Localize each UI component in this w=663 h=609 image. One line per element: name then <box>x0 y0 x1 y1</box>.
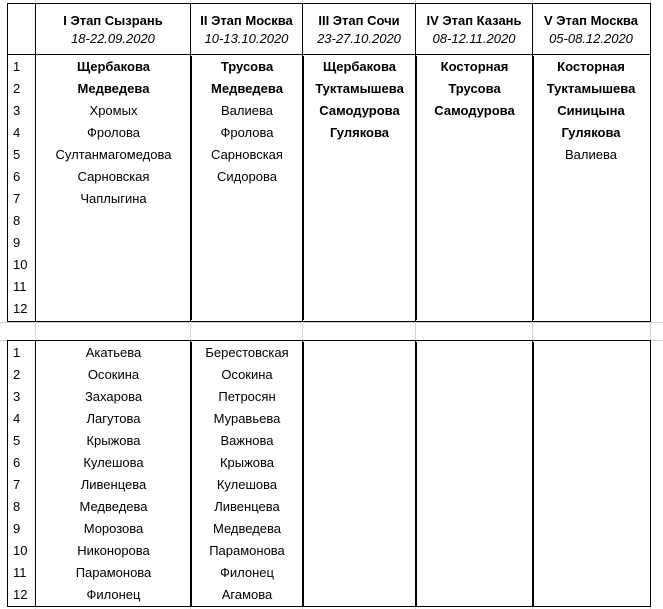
rank-cell[interactable]: 8 <box>8 210 36 232</box>
table-row <box>8 188 650 210</box>
rank-cell[interactable]: 11 <box>8 276 36 298</box>
stage-title: III Этап Сочи <box>318 13 400 28</box>
skater-cell[interactable] <box>303 408 417 430</box>
skater-cell[interactable]: Щербакова <box>36 56 192 78</box>
stage-dates: 10-13.10.2020 <box>204 31 289 46</box>
skater-cell[interactable]: Гулякова <box>561 125 621 140</box>
skater-cell[interactable] <box>36 254 192 276</box>
skater-cell[interactable] <box>533 232 649 254</box>
skater-cell[interactable]: Трусова <box>191 56 304 78</box>
skater-cell[interactable]: Трусова <box>416 78 534 100</box>
stage-header-3[interactable] <box>303 4 416 54</box>
skater-cell[interactable] <box>533 364 649 386</box>
skater-cell[interactable] <box>36 210 192 232</box>
skater-cell[interactable]: Осокина <box>36 364 192 386</box>
skater-cell[interactable] <box>533 188 649 210</box>
skater-cell[interactable]: Осокина <box>191 364 304 386</box>
stage-dates: 18-22.09.2020 <box>71 31 155 46</box>
rank-cell[interactable]: 4 <box>8 408 36 430</box>
rank-cell[interactable]: 1 <box>8 56 36 78</box>
table-row <box>8 540 650 562</box>
skater-cell[interactable]: Кулешова <box>36 452 192 474</box>
skater-cell[interactable] <box>303 430 417 452</box>
gridline <box>0 322 663 323</box>
table-row <box>8 144 650 166</box>
skater-cell[interactable] <box>416 496 534 518</box>
skater-cell[interactable] <box>303 386 417 408</box>
skater-cell[interactable]: Синицына <box>557 103 625 118</box>
skater-cell[interactable]: Медведева <box>36 78 192 100</box>
skater-cell[interactable] <box>533 474 649 496</box>
skater-cell[interactable] <box>416 122 534 144</box>
skater-cell[interactable]: Петросян <box>191 386 304 408</box>
table-row <box>8 386 650 408</box>
skater-cell[interactable] <box>533 584 649 606</box>
skater-cell[interactable] <box>416 518 534 540</box>
table-row <box>8 452 650 474</box>
rank-cell[interactable]: 7 <box>8 474 36 496</box>
skater-cell[interactable] <box>303 210 417 232</box>
skater-cell[interactable] <box>416 408 534 430</box>
results-table-bottom <box>7 340 651 607</box>
skater-cell[interactable]: Ливенцева <box>36 474 192 496</box>
skater-cell[interactable] <box>36 276 192 298</box>
stage-dates: 05-08.12.2020 <box>549 31 633 46</box>
table-row <box>8 474 650 496</box>
skater-cell[interactable] <box>303 188 417 210</box>
rank-cell[interactable]: 6 <box>8 452 36 474</box>
skater-cell[interactable] <box>303 518 417 540</box>
skater-cell[interactable] <box>191 188 304 210</box>
stages-header-row <box>8 4 650 55</box>
rank-cell[interactable]: 1 <box>8 342 36 364</box>
skater-cell[interactable]: Чаплыгина <box>36 188 192 210</box>
skater-cell[interactable]: Агамова <box>191 584 304 606</box>
skater-cell[interactable]: Морозова <box>36 518 192 540</box>
table-row <box>8 232 650 254</box>
skater-cell[interactable] <box>533 408 649 430</box>
table-row <box>8 430 650 452</box>
skater-cell[interactable] <box>416 474 534 496</box>
skater-cell[interactable]: Сидорова <box>191 166 304 188</box>
skater-cell[interactable] <box>533 276 649 298</box>
rank-cell[interactable]: 3 <box>8 386 36 408</box>
skater-cell[interactable] <box>416 166 534 188</box>
skater-cell[interactable] <box>533 254 649 276</box>
stage-title: V Этап Москва <box>544 13 638 28</box>
skater-cell[interactable] <box>416 342 534 364</box>
skater-cell[interactable] <box>36 232 192 254</box>
skater-cell[interactable] <box>416 276 534 298</box>
skater-cell[interactable] <box>303 144 417 166</box>
skater-cell[interactable] <box>416 562 534 584</box>
skater-cell[interactable] <box>191 232 304 254</box>
rank-cell[interactable]: 9 <box>8 518 36 540</box>
skater-cell[interactable]: Лагутова <box>36 408 192 430</box>
skater-cell[interactable]: Валиева <box>565 147 617 162</box>
skater-cell[interactable] <box>533 518 649 540</box>
skater-cell[interactable] <box>416 386 534 408</box>
skater-cell[interactable] <box>303 298 417 320</box>
rank-cell[interactable]: 5 <box>8 430 36 452</box>
skater-cell[interactable]: Кулешова <box>191 474 304 496</box>
rank-cell[interactable]: 9 <box>8 232 36 254</box>
table-row <box>8 562 650 584</box>
results-table-top <box>7 3 651 322</box>
rank-cell[interactable]: 6 <box>8 166 36 188</box>
skater-cell[interactable]: Филонец <box>191 562 304 584</box>
skater-cell[interactable] <box>191 276 304 298</box>
stage-header-5[interactable] <box>533 4 649 54</box>
stage-header-2[interactable] <box>191 4 303 54</box>
skater-cell[interactable]: Фролова <box>191 122 304 144</box>
skater-cell[interactable] <box>416 364 534 386</box>
skater-cell[interactable] <box>533 562 649 584</box>
table-row <box>8 100 650 122</box>
skater-cell[interactable] <box>533 210 649 232</box>
skater-cell[interactable]: Акатьева <box>36 342 192 364</box>
skater-cell[interactable]: Берестовская <box>191 342 304 364</box>
rank-cell[interactable]: 2 <box>8 78 36 100</box>
skater-cell[interactable]: Ливенцева <box>191 496 304 518</box>
skater-cell[interactable] <box>533 452 649 474</box>
table-row <box>8 56 650 78</box>
table-row <box>8 408 650 430</box>
skater-cell[interactable] <box>191 254 304 276</box>
rank-cell[interactable]: 12 <box>8 584 36 606</box>
skater-cell[interactable] <box>303 254 417 276</box>
skater-cell[interactable]: Сарновская <box>191 144 304 166</box>
skater-cell[interactable] <box>416 298 534 320</box>
skater-cell[interactable]: Щербакова <box>303 56 417 78</box>
skater-cell[interactable]: Туктамышева <box>303 78 417 100</box>
skater-cell[interactable] <box>416 254 534 276</box>
rank-cell[interactable]: 4 <box>8 122 36 144</box>
rank-cell[interactable]: 11 <box>8 562 36 584</box>
rank-cell[interactable]: 2 <box>8 364 36 386</box>
table-row <box>8 342 650 364</box>
skater-cell[interactable] <box>416 144 534 166</box>
skater-cell[interactable]: Туктамышева <box>546 81 636 96</box>
skater-cell[interactable]: Парамонова <box>191 540 304 562</box>
skater-cell[interactable] <box>533 386 649 408</box>
skater-cell[interactable]: Медведева <box>191 78 304 100</box>
rank-cell[interactable]: 12 <box>8 298 36 320</box>
skater-cell[interactable]: Косторная <box>416 56 534 78</box>
skater-cell[interactable] <box>533 540 649 562</box>
skater-cell[interactable] <box>416 210 534 232</box>
skater-cell[interactable]: Захарова <box>36 386 192 408</box>
skater-cell[interactable]: Сарновская <box>36 166 192 188</box>
skater-cell[interactable] <box>416 452 534 474</box>
skater-cell[interactable] <box>416 540 534 562</box>
skater-cell[interactable] <box>303 166 417 188</box>
skater-cell[interactable] <box>533 430 649 452</box>
table-row <box>8 298 650 320</box>
skater-cell[interactable]: Султанмагомедова <box>36 144 192 166</box>
skater-cell[interactable] <box>533 166 649 188</box>
skater-cell[interactable] <box>303 364 417 386</box>
skater-cell[interactable] <box>416 430 534 452</box>
table-row <box>8 78 650 100</box>
skater-cell[interactable]: Муравьева <box>191 408 304 430</box>
skater-cell[interactable] <box>416 584 534 606</box>
skater-cell[interactable]: Филонец <box>36 584 192 606</box>
skater-cell[interactable] <box>303 540 417 562</box>
rank-cell[interactable]: 5 <box>8 144 36 166</box>
stage-title: I Этап Сызрань <box>63 13 163 28</box>
skater-cell[interactable]: Крыжова <box>36 430 192 452</box>
rank-cell[interactable]: 3 <box>8 100 36 122</box>
skater-cell[interactable] <box>303 496 417 518</box>
skater-cell[interactable]: Фролова <box>36 122 192 144</box>
skater-cell[interactable]: Медведева <box>191 518 304 540</box>
skater-cell[interactable] <box>303 474 417 496</box>
skater-cell[interactable] <box>533 342 649 364</box>
table-row <box>8 276 650 298</box>
skater-cell[interactable] <box>303 342 417 364</box>
table-row <box>8 166 650 188</box>
stage-header-4[interactable] <box>416 4 533 54</box>
table-row <box>8 364 650 386</box>
table-row <box>8 254 650 276</box>
stage-dates: 08-12.11.2020 <box>432 31 516 46</box>
skater-cell[interactable]: Парамонова <box>36 562 192 584</box>
stage-header-1[interactable] <box>36 4 191 54</box>
skater-cell[interactable] <box>303 584 417 606</box>
rank-cell[interactable]: 8 <box>8 496 36 518</box>
stage-dates: 23-27.10.2020 <box>317 31 401 46</box>
skater-cell[interactable] <box>533 496 649 518</box>
table-row <box>8 584 650 606</box>
rank-cell[interactable]: 7 <box>8 188 36 210</box>
skater-cell[interactable] <box>533 298 649 320</box>
stage-title: IV Этап Казань <box>426 13 522 28</box>
rank-cell[interactable]: 10 <box>8 540 36 562</box>
skater-cell[interactable]: Валиева <box>191 100 304 122</box>
skater-cell[interactable]: Самодурова <box>303 100 417 122</box>
skater-cell[interactable]: Гулякова <box>303 122 417 144</box>
table-row <box>8 496 650 518</box>
skater-cell[interactable] <box>303 562 417 584</box>
skater-cell[interactable] <box>303 276 417 298</box>
table-row <box>8 518 650 540</box>
rank-cell[interactable]: 10 <box>8 254 36 276</box>
skater-cell[interactable]: Медведева <box>36 496 192 518</box>
skater-cell[interactable]: Косторная <box>557 59 625 74</box>
skater-cell[interactable] <box>191 298 304 320</box>
skater-cell[interactable]: Хромых <box>36 100 192 122</box>
stage-title: II Этап Москва <box>200 13 293 28</box>
skater-cell[interactable]: Самодурова <box>416 100 534 122</box>
skater-cell[interactable] <box>36 298 192 320</box>
table-row <box>8 122 650 144</box>
skater-cell[interactable] <box>303 452 417 474</box>
skater-cell[interactable] <box>416 232 534 254</box>
skater-cell[interactable] <box>416 188 534 210</box>
skater-cell[interactable] <box>191 210 304 232</box>
skater-cell[interactable]: Важнова <box>191 430 304 452</box>
skater-cell[interactable]: Крыжова <box>191 452 304 474</box>
skater-cell[interactable]: Никонорова <box>36 540 192 562</box>
table-row <box>8 210 650 232</box>
skater-cell[interactable] <box>303 232 417 254</box>
